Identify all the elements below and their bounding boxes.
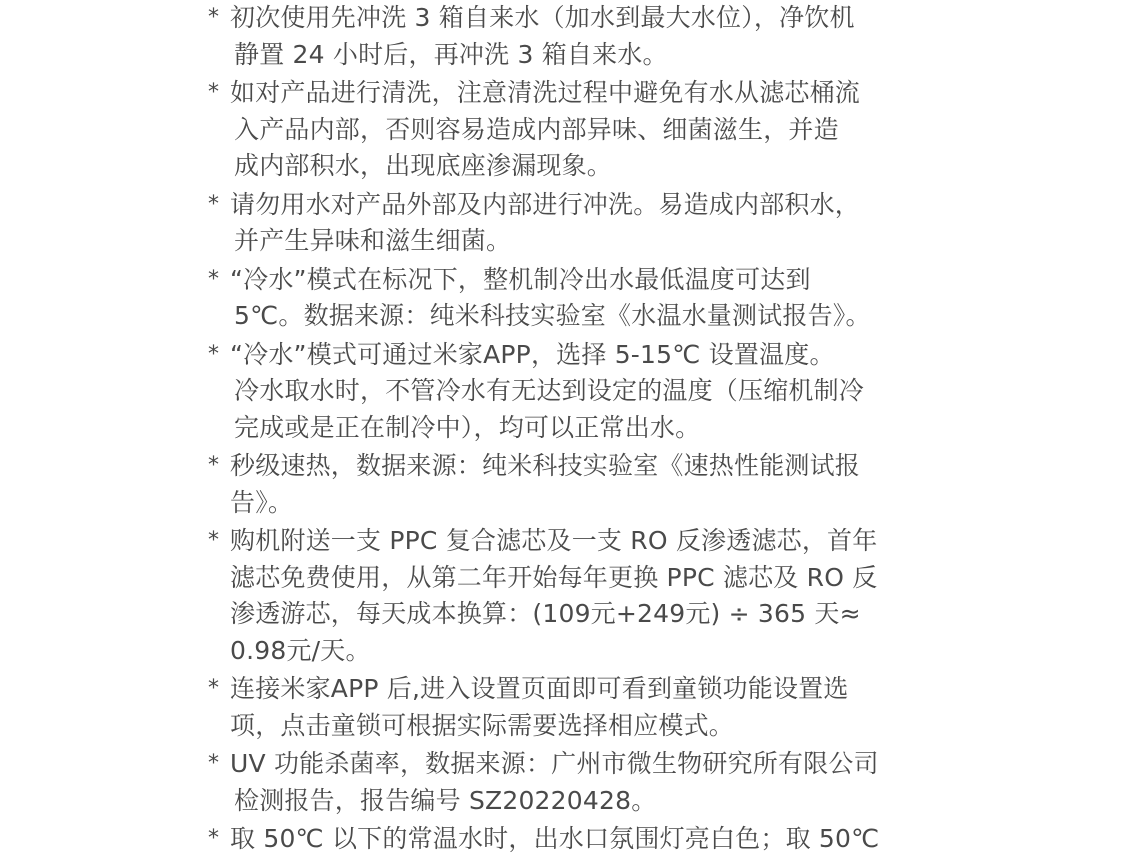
note-item — [208, 821, 948, 858]
notes-list — [208, 0, 948, 860]
note-bullet: * — [208, 528, 219, 553]
note-item — [208, 187, 948, 260]
note-line: 项，点击童锁可根据实际需要选择相应模式。 — [230, 710, 735, 740]
note-line: 滤芯免费使用，从第二年开始每年更换 PPC 滤芯及 RO 反 — [230, 562, 878, 592]
note-bullet: * — [208, 341, 219, 367]
note-bullet: * — [208, 266, 219, 292]
note-line: “冷水”模式可通过米家APP，选择 5-15℃ 设置温度。 — [230, 339, 835, 369]
note-bullet: * — [208, 826, 219, 851]
note-bullet: * — [208, 191, 219, 217]
note-line: 完成或是正在制冷中），均可以正常出水。 — [234, 412, 701, 442]
note-line: “冷水”模式在标况下，整机制冷出水最低温度可达到 — [230, 264, 811, 294]
note-line: 渗透游芯，每天成本换算：(109元+249元) ÷ 365 天≈ — [230, 599, 861, 628]
note-item — [208, 671, 948, 744]
note-line: 初次使用先冲洗 3 箱自来水（加水到最大水位），净饮机 — [230, 3, 855, 32]
note-bullet: * — [208, 453, 219, 478]
note-line: 冷水取水时，不管冷水有无达到设定的温度（压缩机制冷 — [234, 376, 865, 405]
note-line: 5℃。数据来源：纯米科技实验室《水温水量测试报告》。 — [234, 301, 871, 330]
note-line: UV 功能杀菌率，数据来源：广州市微生物研究所有限公司 — [230, 749, 879, 778]
note-item — [208, 523, 948, 669]
note-item — [208, 337, 948, 447]
note-bullet: * — [208, 676, 219, 701]
note-line: 购机附送一支 PPC 复合滤芯及一支 RO 反渗透滤芯，首年 — [230, 526, 878, 555]
note-line: 并产生异味和滋生细菌。 — [234, 226, 512, 255]
note-line: 请勿用水对产品外部及内部进行冲洗。易造成内部积水， — [230, 189, 861, 219]
note-bullet: * — [208, 80, 219, 105]
note-item — [208, 75, 948, 185]
note-line: 秒级速热，数据来源：纯米科技实验室《速热性能测试报 — [230, 451, 861, 480]
note-line: 告》。 — [230, 487, 294, 517]
note-bullet: * — [208, 5, 219, 30]
note-line: 入产品内部，否则容易造成内部异味、细菌滋生，并造 — [234, 114, 839, 144]
note-item — [208, 746, 948, 819]
note-item — [208, 448, 948, 521]
note-line: 取 50℃ 以下的常温水时，出水口氛围灯亮白色；取 50℃ — [230, 824, 880, 853]
note-line: 连接米家APP 后,进入设置页面即可看到童锁功能设置选 — [230, 674, 849, 703]
note-line: 检测报告，报告编号 SZ20220428。 — [234, 785, 657, 815]
note-bullet: * — [208, 751, 219, 776]
note-item — [208, 0, 948, 73]
note-line: 0.98元/天。 — [230, 635, 371, 665]
note-line: 如对产品进行清洗，注意清洗过程中避免有水从滤芯桶流 — [230, 78, 861, 107]
note-line: 成内部积水，出现底座渗漏现象。 — [234, 151, 613, 180]
note-item — [208, 262, 948, 335]
note-line: 静置 24 小时后，再冲洗 3 箱自来水。 — [234, 39, 668, 69]
